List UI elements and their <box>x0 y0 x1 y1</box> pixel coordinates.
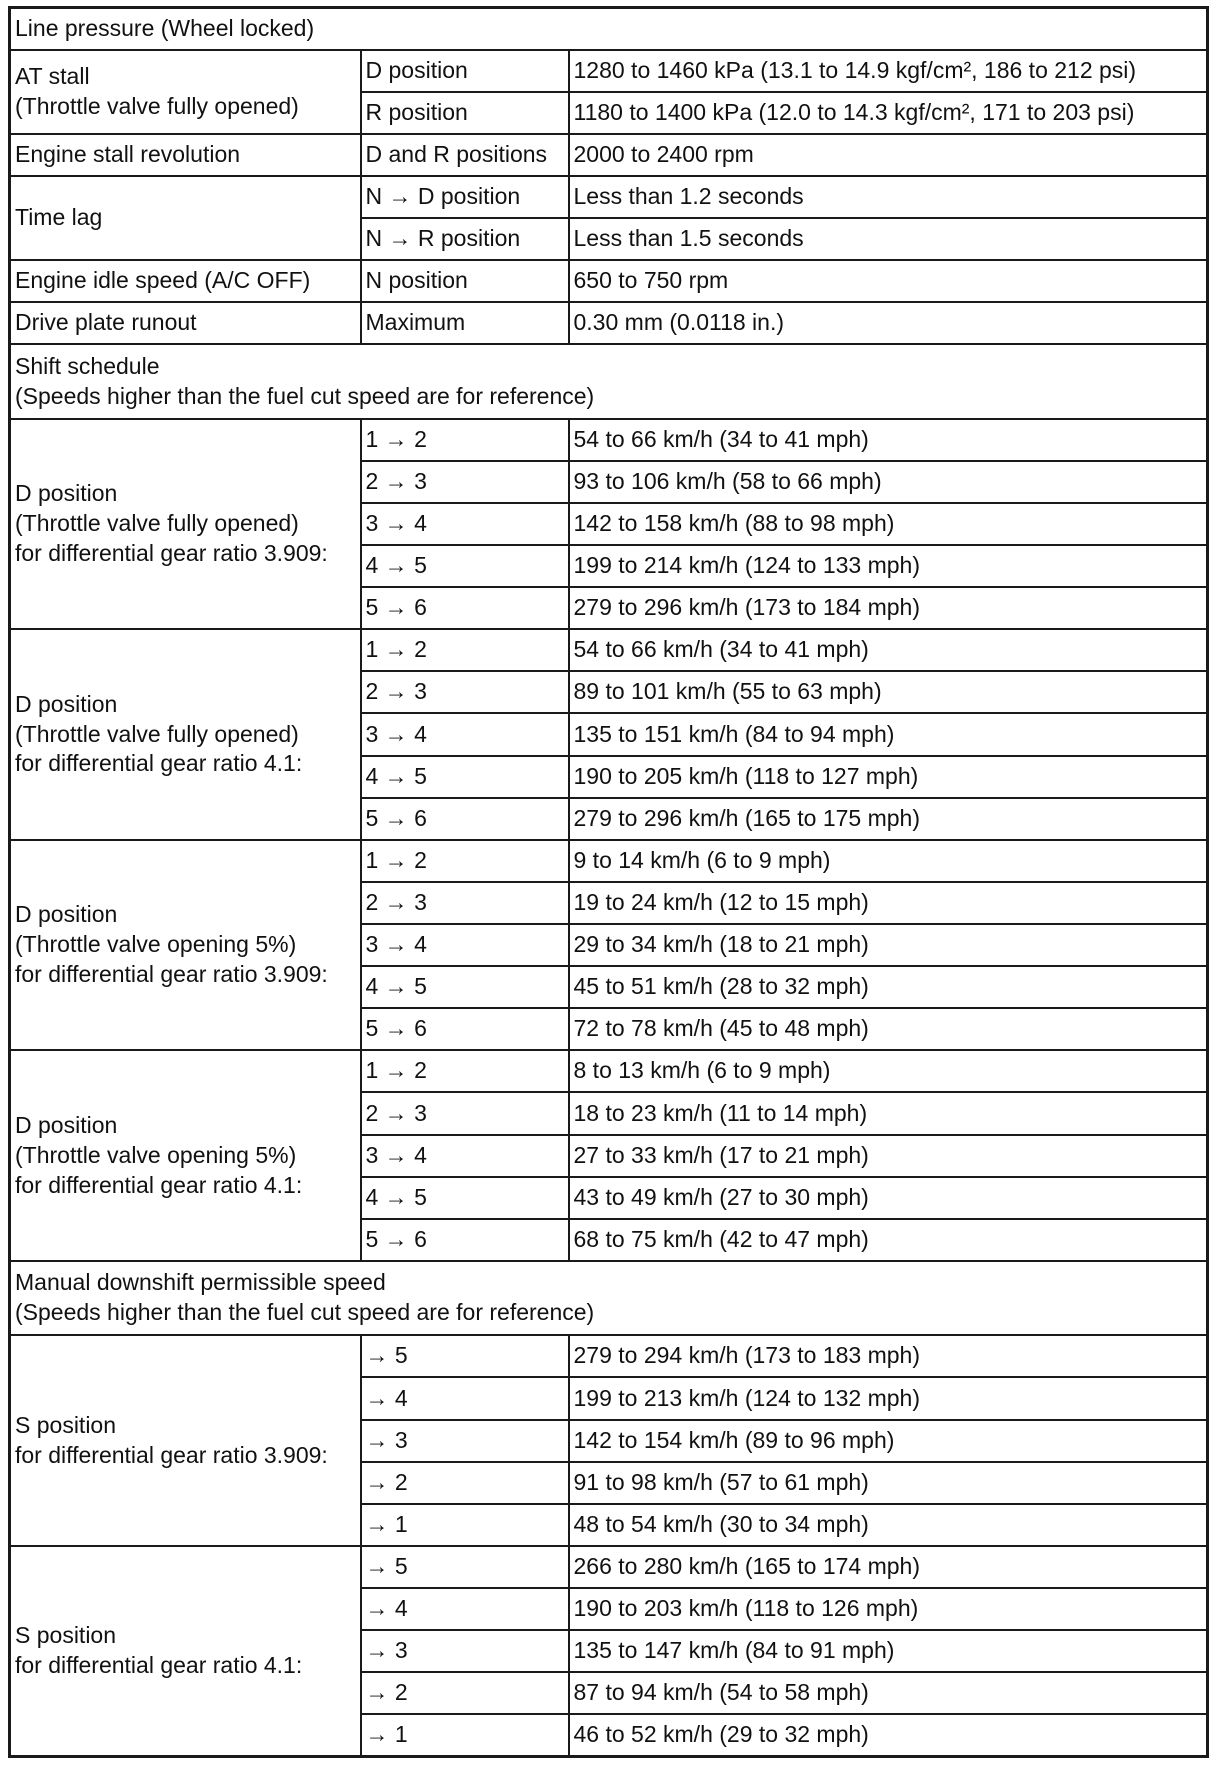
manual-downshift-group-label-line2: for differential gear ratio 4.1: <box>15 1651 303 1678</box>
line-pressure-title: Line pressure (Wheel locked) <box>10 8 1208 50</box>
engine-stall-row <box>10 134 1208 176</box>
engine-stall-value: 2000 to 2400 rpm <box>569 134 1208 176</box>
shift-schedule-shift: 1 → 2 <box>361 1050 569 1092</box>
shift-schedule-shift: 4 → 5 <box>361 1177 569 1219</box>
manual-downshift-speed: 279 to 294 km/h (173 to 183 mph) <box>569 1335 1208 1377</box>
shift-schedule-speed: 93 to 106 km/h (58 to 66 mph) <box>569 461 1208 503</box>
at-stall-label-line1: AT stall <box>15 62 90 89</box>
at-stall-label <box>10 50 361 134</box>
manual-downshift-title-line2: (Speeds higher than the fuel cut speed are for reference) <box>15 1299 595 1326</box>
shift-schedule-group-label-line1: D position <box>15 690 118 717</box>
manual-downshift-shift: → 5 <box>361 1546 569 1588</box>
idle-speed-label: Engine idle speed (A/C OFF) <box>10 260 361 302</box>
shift-schedule-speed: 190 to 205 km/h (118 to 127 mph) <box>569 756 1208 798</box>
manual-downshift-speed: 266 to 280 km/h (165 to 174 mph) <box>569 1546 1208 1588</box>
shift-schedule-group-label-line3: for differential gear ratio 3.909: <box>15 960 328 987</box>
manual-downshift-shift: → 4 <box>361 1588 569 1630</box>
manual-downshift-shift: → 1 <box>361 1714 569 1756</box>
shift-schedule-shift: 2 → 3 <box>361 1092 569 1134</box>
shift-schedule-speed: 68 to 75 km/h (42 to 47 mph) <box>569 1219 1208 1261</box>
shift-schedule-header-row <box>10 344 1208 418</box>
drive-plate-value: 0.30 mm (0.0118 in.) <box>569 302 1208 344</box>
spec-table <box>8 6 1209 1758</box>
shift-schedule-shift: 1 → 2 <box>361 840 569 882</box>
at-stall-value: 1180 to 1400 kPa (12.0 to 14.3 kgf/cm², 171 to 203 psi) <box>569 92 1208 134</box>
shift-schedule-shift: 3 → 4 <box>361 924 569 966</box>
shift-schedule-title-line2: (Speeds higher than the fuel cut speed are for reference) <box>15 382 595 409</box>
drive-plate-label: Drive plate runout <box>10 302 361 344</box>
shift-schedule-speed: 45 to 51 km/h (28 to 32 mph) <box>569 966 1208 1008</box>
shift-schedule-shift: 5 → 6 <box>361 798 569 840</box>
manual-downshift-row <box>10 1546 1208 1588</box>
shift-schedule-speed: 89 to 101 km/h (55 to 63 mph) <box>569 671 1208 713</box>
at-stall-cond: R position <box>361 92 569 134</box>
shift-schedule-row <box>10 1050 1208 1092</box>
manual-downshift-group-label-line1: S position <box>15 1622 117 1649</box>
at-stall-row <box>10 50 1208 92</box>
shift-schedule-shift: 3 → 4 <box>361 1135 569 1177</box>
engine-stall-label: Engine stall revolution <box>10 134 361 176</box>
shift-schedule-speed: 18 to 23 km/h (11 to 14 mph) <box>569 1092 1208 1134</box>
line-pressure-row <box>10 8 1208 50</box>
manual-downshift-group-label-line1: S position <box>15 1411 117 1438</box>
time-lag-value: Less than 1.5 seconds <box>569 218 1208 260</box>
manual-downshift-header-row <box>10 1261 1208 1335</box>
shift-schedule-title-line1: Shift schedule <box>15 352 160 379</box>
shift-schedule-group-label-line3: for differential gear ratio 3.909: <box>15 539 328 566</box>
shift-schedule-speed: 135 to 151 km/h (84 to 94 mph) <box>569 713 1208 755</box>
time-lag-cond: N → R position <box>361 218 569 260</box>
shift-schedule-body <box>10 419 1208 1261</box>
shift-schedule-group-label-line1: D position <box>15 480 118 507</box>
shift-schedule-shift: 1 → 2 <box>361 419 569 461</box>
time-lag-cond: N → D position <box>361 176 569 218</box>
shift-schedule-shift: 5 → 6 <box>361 587 569 629</box>
shift-schedule-group-label-line2: (Throttle valve opening 5%) <box>15 931 297 958</box>
time-lag-row <box>10 176 1208 218</box>
shift-schedule-shift: 4 → 5 <box>361 545 569 587</box>
manual-downshift-shift: → 2 <box>361 1672 569 1714</box>
shift-schedule-row <box>10 840 1208 882</box>
shift-schedule-shift: 1 → 2 <box>361 629 569 671</box>
shift-schedule-group-label-line2: (Throttle valve fully opened) <box>15 510 299 536</box>
manual-downshift-speed: 142 to 154 km/h (89 to 96 mph) <box>569 1420 1208 1462</box>
shift-schedule-shift: 3 → 4 <box>361 503 569 545</box>
drive-plate-row <box>10 302 1208 344</box>
engine-stall-cond: D and R positions <box>361 134 569 176</box>
shift-schedule-speed: 279 to 296 km/h (173 to 184 mph) <box>569 587 1208 629</box>
shift-schedule-group-label <box>10 840 361 1051</box>
manual-downshift-shift: → 4 <box>361 1377 569 1419</box>
at-stall-value: 1280 to 1460 kPa (13.1 to 14.9 kgf/cm², 186 to 212 psi) <box>569 50 1208 92</box>
shift-schedule-group-label-line2: (Throttle valve fully opened) <box>15 720 299 747</box>
shift-schedule-speed: 142 to 158 km/h (88 to 98 mph) <box>569 503 1208 545</box>
shift-schedule-group-label-line3: for differential gear ratio 4.1: <box>15 1171 303 1198</box>
shift-schedule-shift: 2 → 3 <box>361 671 569 713</box>
manual-downshift-shift: → 2 <box>361 1462 569 1504</box>
idle-speed-row <box>10 260 1208 302</box>
manual-downshift-speed: 190 to 203 km/h (118 to 126 mph) <box>569 1588 1208 1630</box>
manual-downshift-title-line1: Manual downshift permissible speed <box>15 1269 386 1296</box>
shift-schedule-group-label <box>10 1050 361 1261</box>
shift-schedule-shift: 4 → 5 <box>361 756 569 798</box>
shift-schedule-speed: 199 to 214 km/h (124 to 133 mph) <box>569 545 1208 587</box>
shift-schedule-speed: 54 to 66 km/h (34 to 41 mph) <box>569 419 1208 461</box>
shift-schedule-speed: 9 to 14 km/h (6 to 9 mph) <box>569 840 1208 882</box>
shift-schedule-speed: 43 to 49 km/h (27 to 30 mph) <box>569 1177 1208 1219</box>
shift-schedule-group-label-line3: for differential gear ratio 4.1: <box>15 750 303 777</box>
drive-plate-cond: Maximum <box>361 302 569 344</box>
shift-schedule-shift: 5 → 6 <box>361 1219 569 1261</box>
shift-schedule-speed: 29 to 34 km/h (18 to 21 mph) <box>569 924 1208 966</box>
shift-schedule-shift: 2 → 3 <box>361 882 569 924</box>
shift-schedule-group-label-line2: (Throttle valve opening 5%) <box>15 1141 297 1168</box>
manual-downshift-shift: → 3 <box>361 1630 569 1672</box>
time-lag-label: Time lag <box>10 176 361 260</box>
shift-schedule-row <box>10 629 1208 671</box>
shift-schedule-speed: 54 to 66 km/h (34 to 41 mph) <box>569 629 1208 671</box>
manual-downshift-title <box>10 1261 1208 1335</box>
manual-downshift-speed: 48 to 54 km/h (30 to 34 mph) <box>569 1504 1208 1546</box>
shift-schedule-speed: 27 to 33 km/h (17 to 21 mph) <box>569 1135 1208 1177</box>
manual-downshift-shift: → 5 <box>361 1335 569 1377</box>
manual-downshift-speed: 46 to 52 km/h (29 to 32 mph) <box>569 1714 1208 1756</box>
shift-schedule-shift: 5 → 6 <box>361 1008 569 1050</box>
shift-schedule-group-label-line1: D position <box>15 1111 118 1138</box>
manual-downshift-group-label <box>10 1546 361 1757</box>
shift-schedule-group-label <box>10 419 361 630</box>
manual-downshift-body <box>10 1335 1208 1756</box>
shift-schedule-speed: 279 to 296 km/h (165 to 175 mph) <box>569 798 1208 840</box>
idle-speed-cond: N position <box>361 260 569 302</box>
manual-downshift-speed: 87 to 94 km/h (54 to 58 mph) <box>569 1672 1208 1714</box>
time-lag-value: Less than 1.2 seconds <box>569 176 1208 218</box>
manual-downshift-row <box>10 1335 1208 1377</box>
idle-speed-value: 650 to 750 rpm <box>569 260 1208 302</box>
shift-schedule-group-label <box>10 629 361 840</box>
shift-schedule-speed: 8 to 13 km/h (6 to 9 mph) <box>569 1050 1208 1092</box>
manual-downshift-speed: 135 to 147 km/h (84 to 91 mph) <box>569 1630 1208 1672</box>
shift-schedule-row <box>10 419 1208 461</box>
shift-schedule-speed: 72 to 78 km/h (45 to 48 mph) <box>569 1008 1208 1050</box>
manual-downshift-shift: → 3 <box>361 1420 569 1462</box>
shift-schedule-title <box>10 344 1208 418</box>
at-stall-label-line2: (Throttle valve fully opened) <box>15 92 299 119</box>
manual-downshift-shift: → 1 <box>361 1504 569 1546</box>
manual-downshift-group-label <box>10 1335 361 1546</box>
shift-schedule-speed: 19 to 24 km/h (12 to 15 mph) <box>569 882 1208 924</box>
shift-schedule-shift: 3 → 4 <box>361 713 569 755</box>
manual-downshift-group-label-line2: for differential gear ratio 3.909: <box>15 1441 328 1468</box>
at-stall-cond: D position <box>361 50 569 92</box>
manual-downshift-speed: 91 to 98 km/h (57 to 61 mph) <box>569 1462 1208 1504</box>
shift-schedule-shift: 4 → 5 <box>361 966 569 1008</box>
manual-downshift-speed: 199 to 213 km/h (124 to 132 mph) <box>569 1377 1208 1419</box>
shift-schedule-group-label-line1: D position <box>15 901 118 928</box>
shift-schedule-shift: 2 → 3 <box>361 461 569 503</box>
